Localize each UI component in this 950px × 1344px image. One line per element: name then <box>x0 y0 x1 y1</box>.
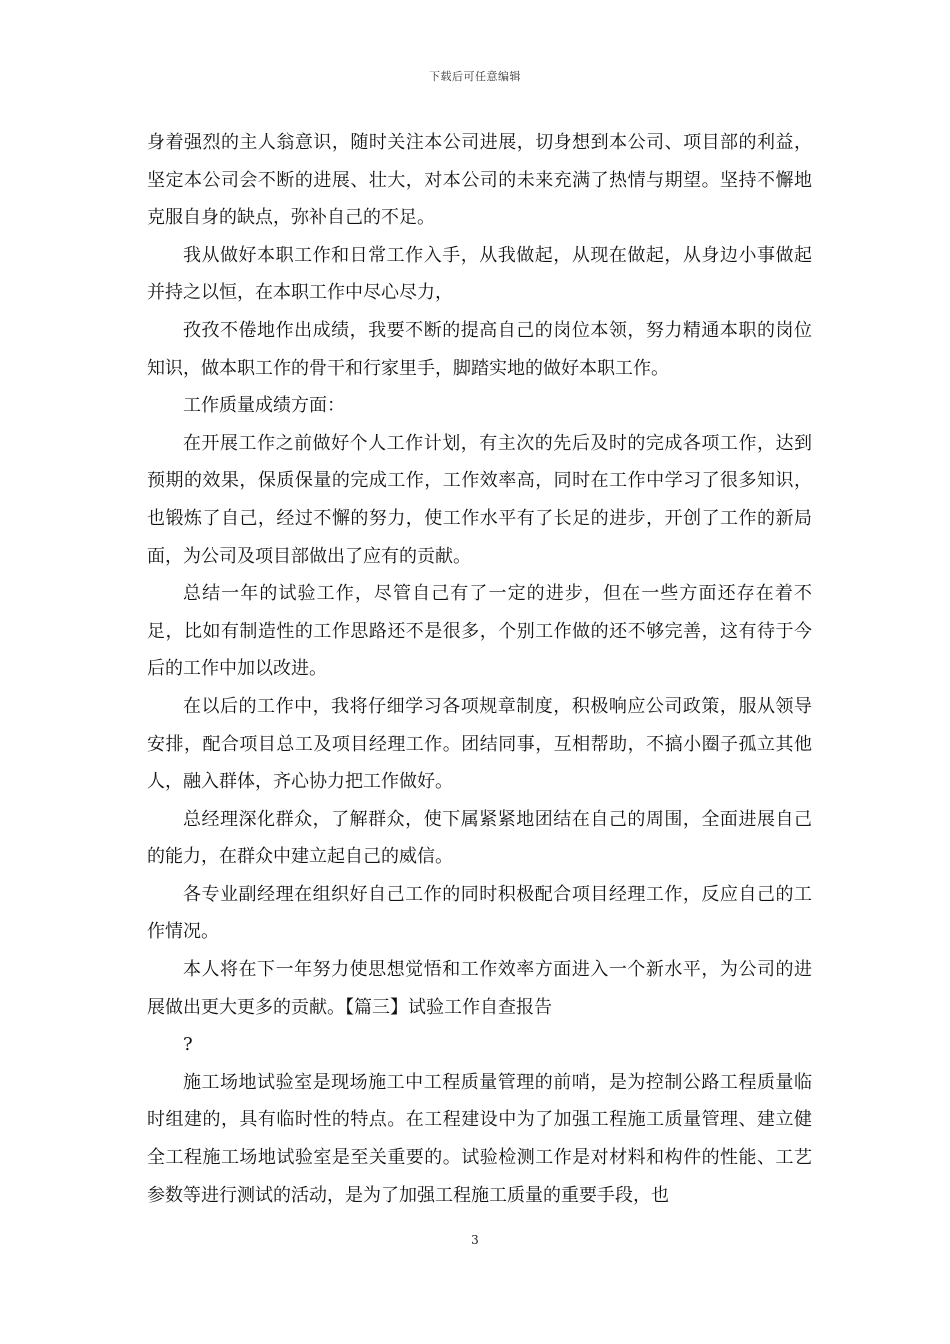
section-heading-quality: 工作质量成绩方面： <box>183 395 345 417</box>
paragraph-1: 身着强烈的主人翁意识，随时关注本公司进展，切身想到本公司、项目部的利益，坚定本公司会不断的进展、壮大，对本公司的未来充满了热情与期望。坚持不懈地克服自身的缺点，弥补自己的不足。 <box>147 132 812 229</box>
paragraph-8: 总经理深化群众，了解群众，使下属紧紧地团结在自己的周围，全面进展自己的能力，在群众中建立起自己的威信。 <box>147 808 812 868</box>
document-body <box>147 124 812 1214</box>
paragraph-9: 各专业副经理在组织好自己工作的同时积极配合项目经理工作，反应自己的工作情况。 <box>147 883 812 943</box>
paragraph-10: 本人将在下一年努力使思想觉悟和工作效率方面进入一个新水平，为公司的进展做出更大更多的贡献。【篇三】试验工作自查报告 <box>147 959 812 1018</box>
paragraph-5: 在开展工作之前做好个人工作计划，有主次的先后及时的完成各项工作，达到预期的效果，保质保量的完成工作，工作效率高，同时在工作中学习了很多知识，也锻炼了自己，经过不懈的努力，使工作水平有了长足的进步，开创了工作的新局面，为公司及项目部做出了应有的贡献。 <box>147 432 812 567</box>
page-number: 3 <box>471 1233 479 1247</box>
placeholder-mark: ? <box>183 1034 193 1056</box>
paragraph-2: 我从做好本职工作和日常工作入手，从我做起，从现在做起，从身边小事做起并持之以恒，在本职工作中尽心尽力， <box>147 244 812 304</box>
paragraph-12: 施工场地试验室是现场施工中工程质量管理的前哨，是为控制公路工程质量临时组建的，具有临时性的特点。在工程建设中为了加强工程施工质量管理、建立健全工程施工场地试验室是至关重要的。试验检测工作是对材料和构件的性能、工艺参数等进行测试的活动，是为了加强工程施工质量的重要手段，也 <box>147 1071 812 1206</box>
paragraph-3: 孜孜不倦地作出成绩，我要不断的提高自己的岗位本领，努力精通本职的岗位知识，做本职工作的骨干和行家里手，脚踏实地的做好本职工作。 <box>147 319 812 379</box>
page-header: 下载后可任意编辑 <box>429 70 521 83</box>
paragraph-6: 总结一年的试验工作，尽管自己有了一定的进步，但在一些方面还存在着不足，比如有制造性的工作思路还不是很多，个别工作做的还不够完善，这有待于今后的工作中加以改进。 <box>147 583 812 680</box>
paragraph-7: 在以后的工作中，我将仔细学习各项规章制度，积极响应公司政策，服从领导安排，配合项目总工及项目经理工作。团结同事，互相帮助，不搞小圈子孤立其他人，融入群体，齐心协力把工作做好。 <box>147 695 812 793</box>
